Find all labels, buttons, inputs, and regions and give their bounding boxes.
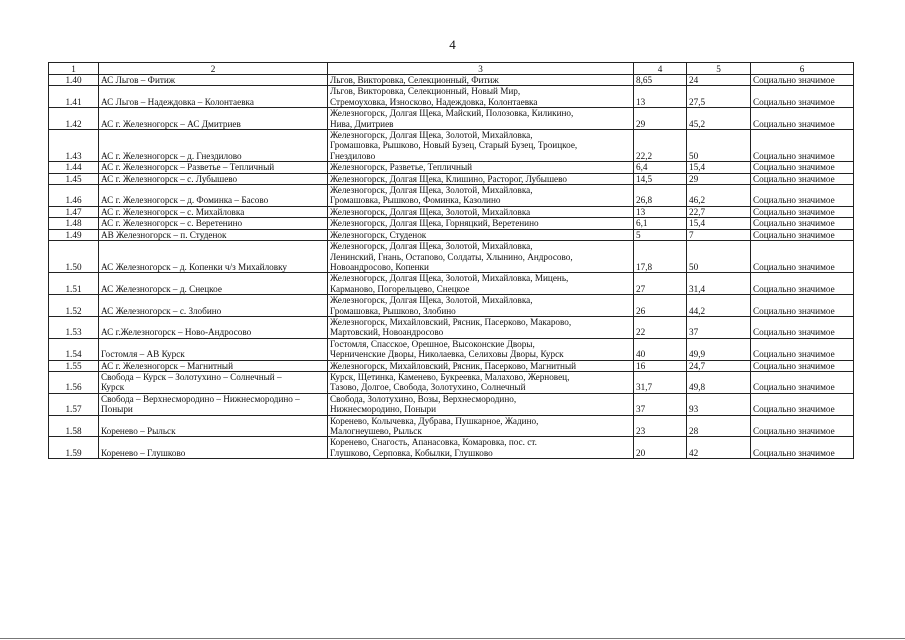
route-type-cell: Социально значимое — [751, 393, 854, 415]
time-cell: 24,7 — [687, 360, 751, 371]
route-number-cell: 1.42 — [49, 108, 99, 130]
route-name-cell: АС Железногорск – д. Снецкое — [99, 273, 328, 295]
route-name-cell: АС Льгов – Надеждовка – Колонтаевка — [99, 86, 328, 108]
route-type-cell: Социально значимое — [751, 162, 854, 173]
stops-cell: Железногорск, Долгая Щека, Клишино, Расторог, Лубышево — [328, 173, 634, 184]
route-type-cell: Социально значимое — [751, 229, 854, 240]
table-row — [49, 162, 854, 173]
route-type-cell: Социально значимое — [751, 360, 854, 371]
stops-cell: Коренево, Снагость, Апанасовка, Комаровка, пос. ст. Глушково, Серповка, Кобылки, Глушково — [328, 437, 634, 459]
time-cell: 28 — [687, 415, 751, 437]
route-name-cell: АС г.Железногорск – Ново-Андросово — [99, 316, 328, 338]
route-name-cell: Свобода – Верхнесмородино – Нижнесмородино – Поныри — [99, 393, 328, 415]
length-cell: 13 — [634, 206, 687, 217]
route-name-cell: АС Железногорск – д. Копенки ч/з Михайловку — [99, 241, 328, 273]
route-name-cell: АС г. Железногорск – с. Веретенино — [99, 218, 328, 229]
length-cell: 29 — [634, 108, 687, 130]
route-name-cell: АС г. Железногорск – Магнитный — [99, 360, 328, 371]
time-cell: 24 — [687, 75, 751, 86]
route-number-cell: 1.57 — [49, 393, 99, 415]
route-number-cell: 1.49 — [49, 229, 99, 240]
route-number-cell: 1.43 — [49, 130, 99, 162]
route-type-cell: Социально значимое — [751, 108, 854, 130]
route-number-cell: 1.52 — [49, 295, 99, 317]
stops-cell: Коренево, Колычевка, Дубрава, Пушкарное, Жадино, Малогнеушево, Рыльск — [328, 415, 634, 437]
length-cell: 6,1 — [634, 218, 687, 229]
table-row — [49, 75, 854, 86]
length-cell: 8,65 — [634, 75, 687, 86]
route-name-cell: Коренево – Рыльск — [99, 415, 328, 437]
route-name-cell: АС г. Железногорск – с. Михайловка — [99, 206, 328, 217]
route-name-cell: АС г. Железногорск – с. Лубышево — [99, 173, 328, 184]
column-header: 6 — [751, 63, 854, 75]
table-row — [49, 241, 854, 273]
route-name-cell: АС г. Железногорск – Разветье – Тепличный — [99, 162, 328, 173]
route-number-cell: 1.44 — [49, 162, 99, 173]
route-name-cell: Коренево – Глушково — [99, 437, 328, 459]
stops-cell: Железногорск, Долгая Щека, Майский, Полозовка, Киликино, Нива, Дмитриев — [328, 108, 634, 130]
route-name-cell: АС г. Железногорск – д. Фоминка – Басово — [99, 185, 328, 207]
table-row — [49, 371, 854, 393]
length-cell: 37 — [634, 393, 687, 415]
table-row — [49, 130, 854, 162]
route-number-cell: 1.50 — [49, 241, 99, 273]
route-number-cell: 1.48 — [49, 218, 99, 229]
stops-cell: Железногорск, Михайловский, Рясник, Пасерково, Магнитный — [328, 360, 634, 371]
route-type-cell: Социально значимое — [751, 338, 854, 360]
route-name-cell: АС г. Железногорск – АС Дмитриев — [99, 108, 328, 130]
route-number-cell: 1.53 — [49, 316, 99, 338]
length-cell: 23 — [634, 415, 687, 437]
stops-cell: Железногорск, Долгая Щека, Золотой, Михайловка, Громашовка, Рышково, Новый Бузец, Старый Бузец, Троицкое, Гнездилово — [328, 130, 634, 162]
length-cell: 40 — [634, 338, 687, 360]
column-header: 3 — [328, 63, 634, 75]
route-type-cell: Социально значимое — [751, 415, 854, 437]
route-type-cell: Социально значимое — [751, 130, 854, 162]
stops-cell: Железногорск, Разветье, Тепличный — [328, 162, 634, 173]
time-cell: 27,5 — [687, 86, 751, 108]
route-type-cell: Социально значимое — [751, 371, 854, 393]
table-row — [49, 185, 854, 207]
route-name-cell: АС Железногорск – с. Злобино — [99, 295, 328, 317]
table-body — [49, 75, 854, 459]
length-cell: 5 — [634, 229, 687, 240]
stops-cell: Железногорск, Долгая Щека, Золотой, Михайловка — [328, 206, 634, 217]
table-header-row — [49, 63, 854, 75]
route-number-cell: 1.41 — [49, 86, 99, 108]
route-number-cell: 1.54 — [49, 338, 99, 360]
time-cell: 50 — [687, 130, 751, 162]
length-cell: 14,5 — [634, 173, 687, 184]
table-row — [49, 338, 854, 360]
time-cell: 31,4 — [687, 273, 751, 295]
length-cell: 22,2 — [634, 130, 687, 162]
length-cell: 17,8 — [634, 241, 687, 273]
time-cell: 45,2 — [687, 108, 751, 130]
route-number-cell: 1.47 — [49, 206, 99, 217]
route-type-cell: Социально значимое — [751, 218, 854, 229]
length-cell: 13 — [634, 86, 687, 108]
route-name-cell: АС г. Железногорск – д. Гнездилово — [99, 130, 328, 162]
table-row — [49, 229, 854, 240]
length-cell: 27 — [634, 273, 687, 295]
routes-table — [48, 62, 854, 459]
route-type-cell: Социально значимое — [751, 241, 854, 273]
stops-cell: Железногорск, Студенок — [328, 229, 634, 240]
route-type-cell: Социально значимое — [751, 437, 854, 459]
time-cell: 15,4 — [687, 162, 751, 173]
route-name-cell: АС Льгов – Фитиж — [99, 75, 328, 86]
route-type-cell: Социально значимое — [751, 295, 854, 317]
length-cell: 20 — [634, 437, 687, 459]
time-cell: 15,4 — [687, 218, 751, 229]
stops-cell: Железногорск, Михайловский, Рясник, Пасерково, Макарово, Мартовский, Новоандросово — [328, 316, 634, 338]
table-row — [49, 295, 854, 317]
length-cell: 26,8 — [634, 185, 687, 207]
route-number-cell: 1.45 — [49, 173, 99, 184]
stops-cell: Железногорск, Долгая Щека, Золотой, Михайловка, Громашовка, Рышково, Фоминка, Казолино — [328, 185, 634, 207]
column-header: 1 — [49, 63, 99, 75]
table-row — [49, 273, 854, 295]
route-type-cell: Социально значимое — [751, 316, 854, 338]
route-number-cell: 1.55 — [49, 360, 99, 371]
route-number-cell: 1.58 — [49, 415, 99, 437]
route-type-cell: Социально значимое — [751, 185, 854, 207]
route-name-cell: Гостомля – АВ Курск — [99, 338, 328, 360]
route-number-cell: 1.51 — [49, 273, 99, 295]
table-row — [49, 86, 854, 108]
stops-cell: Гостомля, Спасское, Орешное, Высоконские Дворы, Черниченские Дворы, Николаевка, Селиховы Дворы, Курск — [328, 338, 634, 360]
route-name-cell: АВ Железногорск – п. Студенок — [99, 229, 328, 240]
stops-cell: Железногорск, Долгая Щека, Горняцкий, Веретенино — [328, 218, 634, 229]
route-number-cell: 1.46 — [49, 185, 99, 207]
stops-cell: Льгов, Викторовка, Селекционный, Фитиж — [328, 75, 634, 86]
table-row — [49, 218, 854, 229]
route-number-cell: 1.40 — [49, 75, 99, 86]
time-cell: 46,2 — [687, 185, 751, 207]
time-cell: 50 — [687, 241, 751, 273]
route-type-cell: Социально значимое — [751, 273, 854, 295]
route-type-cell: Социально значимое — [751, 75, 854, 86]
route-number-cell: 1.56 — [49, 371, 99, 393]
table-row — [49, 415, 854, 437]
time-cell: 37 — [687, 316, 751, 338]
time-cell: 93 — [687, 393, 751, 415]
column-header: 5 — [687, 63, 751, 75]
length-cell: 22 — [634, 316, 687, 338]
route-number-cell: 1.59 — [49, 437, 99, 459]
stops-cell: Курск, Щетинка, Каменево, Букреевка, Малахово, Жерновец, Тазово, Долгое, Свобода, Золотухино, Солнечный — [328, 371, 634, 393]
table-row — [49, 437, 854, 459]
time-cell: 44,2 — [687, 295, 751, 317]
route-type-cell: Социально значимое — [751, 86, 854, 108]
time-cell: 49,8 — [687, 371, 751, 393]
page-bottom-edge — [0, 638, 905, 639]
table-row — [49, 393, 854, 415]
stops-cell: Железногорск, Долгая Щека, Золотой, Михайловка, Мицень, Карманово, Погорельцево, Снецкое — [328, 273, 634, 295]
stops-cell: Железногорск, Долгая Щека, Золотой, Михайловка, Громашовка, Рышково, Злобино — [328, 295, 634, 317]
stops-cell: Свобода, Золотухино, Возы, Верхнесмородино, Нижнесмородино, Поныри — [328, 393, 634, 415]
time-cell: 29 — [687, 173, 751, 184]
column-header: 2 — [99, 63, 328, 75]
route-name-cell: Свобода – Курск – Золотухино – Солнечный – Курск — [99, 371, 328, 393]
length-cell: 16 — [634, 360, 687, 371]
time-cell: 22,7 — [687, 206, 751, 217]
stops-cell: Железногорск, Долгая Щека, Золотой, Михайловка, Ленинский, Гнань, Остапово, Солдаты, Хлынино, Андросово, Новоандросово, Копенки — [328, 241, 634, 273]
page-number: 4 — [449, 37, 456, 52]
length-cell: 31,7 — [634, 371, 687, 393]
stops-cell: Льгов, Викторовка, Селекционный, Новый Мир, Стремоуховка, Износково, Надеждовка, Колонтаевка — [328, 86, 634, 108]
table-row — [49, 360, 854, 371]
length-cell: 26 — [634, 295, 687, 317]
table-row — [49, 108, 854, 130]
table-row — [49, 206, 854, 217]
route-type-cell: Социально значимое — [751, 173, 854, 184]
table-row — [49, 316, 854, 338]
table-row — [49, 173, 854, 184]
length-cell: 6,4 — [634, 162, 687, 173]
route-type-cell: Социально значимое — [751, 206, 854, 217]
column-header: 4 — [634, 63, 687, 75]
time-cell: 7 — [687, 229, 751, 240]
time-cell: 42 — [687, 437, 751, 459]
time-cell: 49,9 — [687, 338, 751, 360]
